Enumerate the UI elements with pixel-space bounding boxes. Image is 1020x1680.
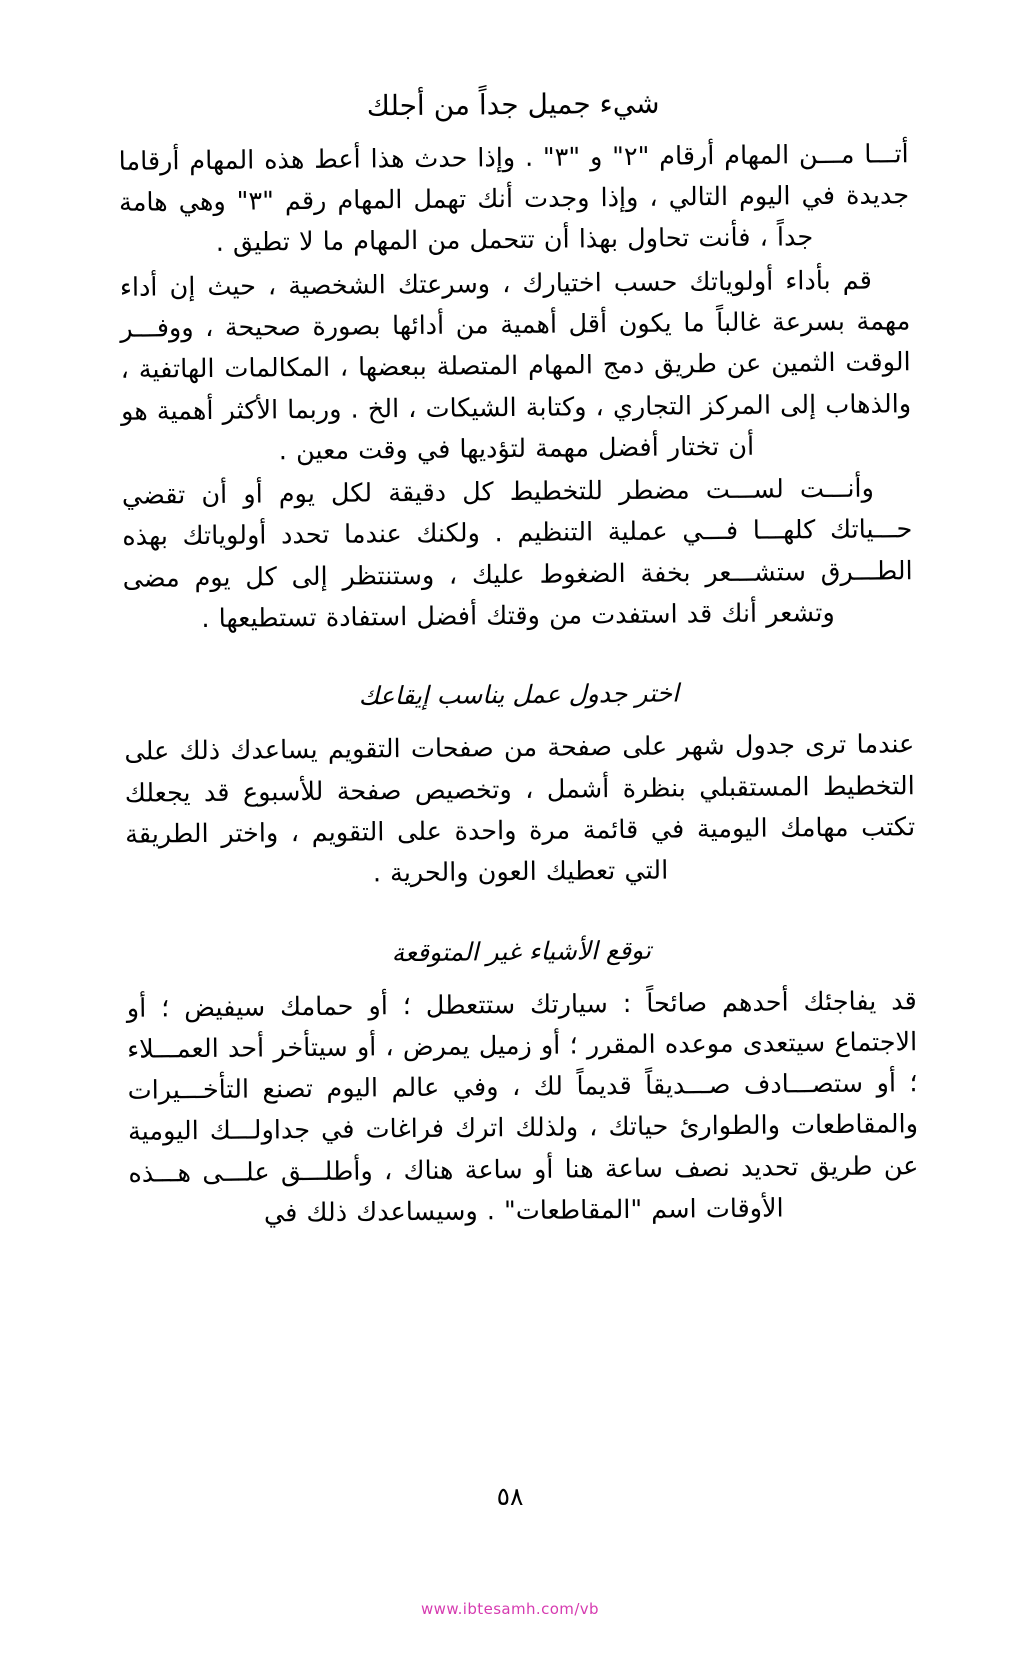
subheading-choose-schedule: اختر جدول عمل يناسب إيقاعك bbox=[358, 678, 680, 711]
subheading-expect-unexpected: توقع الأشياء غير المتوقعة bbox=[391, 935, 652, 967]
footer-watermark-url: www.ibtesamh.com/vb bbox=[421, 1600, 599, 1618]
page-title: شيء جميل جداً من أجلك bbox=[366, 86, 660, 123]
paragraph-3: وأنـــت لســـت مضطر للتخطيط كل دقيقة لكل يوم أو أن تقضي حـــياتك كلهـــا فـــي عملية التنظيم . ولكنك عندما تحدد أولوياتك بهذه الطـــرق ستشـــعر بخفة الضغوط عليك ، وستنتظر إلى كل يوم مضى وتشعر أنك قد استفدت من وقتك أفضل استفادة تستطيعها . bbox=[121, 473, 913, 635]
paragraph-4: عندما ترى جدول شهر على صفحة من صفحات التقويم يساعدك ذلك على التخطيط المستقبلي بنظرة أشمل ، وتخصيص صفحة للأسبوع قد يجعلك تكتب مهامك اليومية في قائمة مرة واحدة على التقويم ، واختر الطريقة التي تعطيك العون والحرية . bbox=[124, 729, 916, 889]
page-number: ٥٨ bbox=[496, 1482, 524, 1511]
paragraph-5: قد يفاجئك أحدهم صائحاً : سيارتك ستتعطل ؛ أو حمامك سيفيض ؛ أو الاجتماع سيتعدى موعده المقرر ؛ أو زميل يمرض ، أو سيتأخر أحد العمـــلاء ؛ أو ستصـــادف صـــديقاً قديماً لك ، وفي عالم اليوم تصنع التأخـــيرات والمقاطعات والطوارئ حياتك ، ولذلك اترك فراغات في جداولـــك اليومية عن طريق تحديد نصف ساعة هنا أو ساعة هناك ، وأطلـــق علـــى هـــذه الأوقات اسم "المقاطعات" . وسيساعدك ذلك في bbox=[126, 985, 919, 1229]
paragraph-1: أتـــا مـــن المهام أرقام "٢" و "٣" . وإذا حدث هذا أعط هذه المهام أرقاما جديدة في اليوم التالي ، وإذا وجدت أنك تهمل المهام رقم "٣" وهي هامة جداً ، فأنت تحاول بهذا أن تتحمل من المهام ما لا تطيق . bbox=[118, 139, 910, 259]
paragraph-2: قم بأداء أولوياتك حسب اختيارك ، وسرعتك الشخصية ، حيث إن أداء مهمة بسرعة غالباً ما يكون أقل أهمية من أدائها بصورة صحيحة ، ووفـــر الوقت الثمين عن طريق دمج المهام المتصلة ببعضها ، المكالمات الهاتفية ، والذهاب إلى المركز التجاري ، وكتابة الشيكات ، الخ . وربما الأكثر أهمية هو أن تختار أفضل مهمة لتؤديها في وقت معين . bbox=[119, 265, 912, 467]
page-content bbox=[118, 82, 919, 1238]
